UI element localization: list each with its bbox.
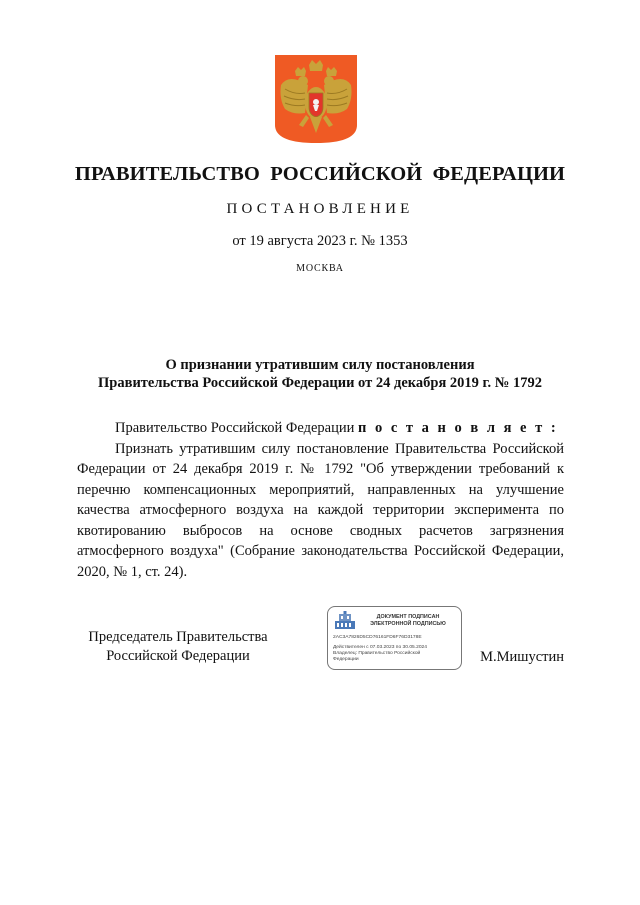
document-type: ПОСТАНОВЛЕНИЕ	[226, 201, 414, 217]
document-heading	[60, 356, 580, 392]
intro-subject: Правительство Российской Федерации	[115, 420, 358, 436]
government-building-icon	[334, 611, 356, 631]
stamp-title	[358, 614, 458, 628]
document-city: МОСКВА	[296, 263, 344, 274]
signer-name: М.Мишустин	[480, 649, 564, 665]
heading-line-2: Правительства Российской Федерации от 24 декабря 2019 г. № 1792	[98, 375, 542, 391]
electronic-signature-stamp	[327, 606, 462, 670]
signer-position-line-1: Председатель Правительства	[88, 629, 268, 645]
government-title: ПРАВИТЕЛЬСТВО РОССИЙСКОЙ ФЕДЕРАЦИИ	[74, 163, 566, 185]
stamp-title-line-1: ДОКУМЕНТ ПОДПИСАН	[376, 614, 440, 620]
signer-position-line-2: Российской Федерации	[106, 648, 250, 664]
document-date-number: от 19 августа 2023 г. № 1353	[232, 233, 408, 249]
coat-of-arms-icon	[275, 55, 357, 143]
document-body	[77, 418, 564, 582]
intro-paragraph	[77, 418, 564, 439]
stamp-owner-line-2: Федерации	[333, 657, 359, 662]
stamp-title-line-2: ЭЛЕКТРОННОЙ ПОДПИСЬЮ	[370, 621, 446, 627]
stamp-validity: Действителен с 07.03.2023 по 30.05.2024	[333, 645, 427, 650]
heading-line-1: О признании утратившим силу постановления	[165, 357, 475, 373]
main-paragraph: Признать утратившим силу постановление Правительства Российской Федерации от 24 декабря 2019 г. № 1792 "Об утверждении требований к перечню компенсационных мероприятий, направленных на улучшение качества атмосферного воздуха на каждой территории эксперимента по квотированию выбросов на основе сводных расчетов загрязнения атмосферного воздуха" (Собрание законодательства Российской Федерации, 2020, № 1, ст. 24).	[77, 440, 564, 580]
stamp-certificate: 2AC3A7826D5CD76161FD6F76D3178E	[333, 635, 422, 640]
signer-position	[78, 628, 278, 666]
stamp-owner-line-1: Владелец: Правительство Российской	[333, 651, 421, 656]
intro-verb: п о с т а н о в л я е т :	[357, 420, 559, 436]
